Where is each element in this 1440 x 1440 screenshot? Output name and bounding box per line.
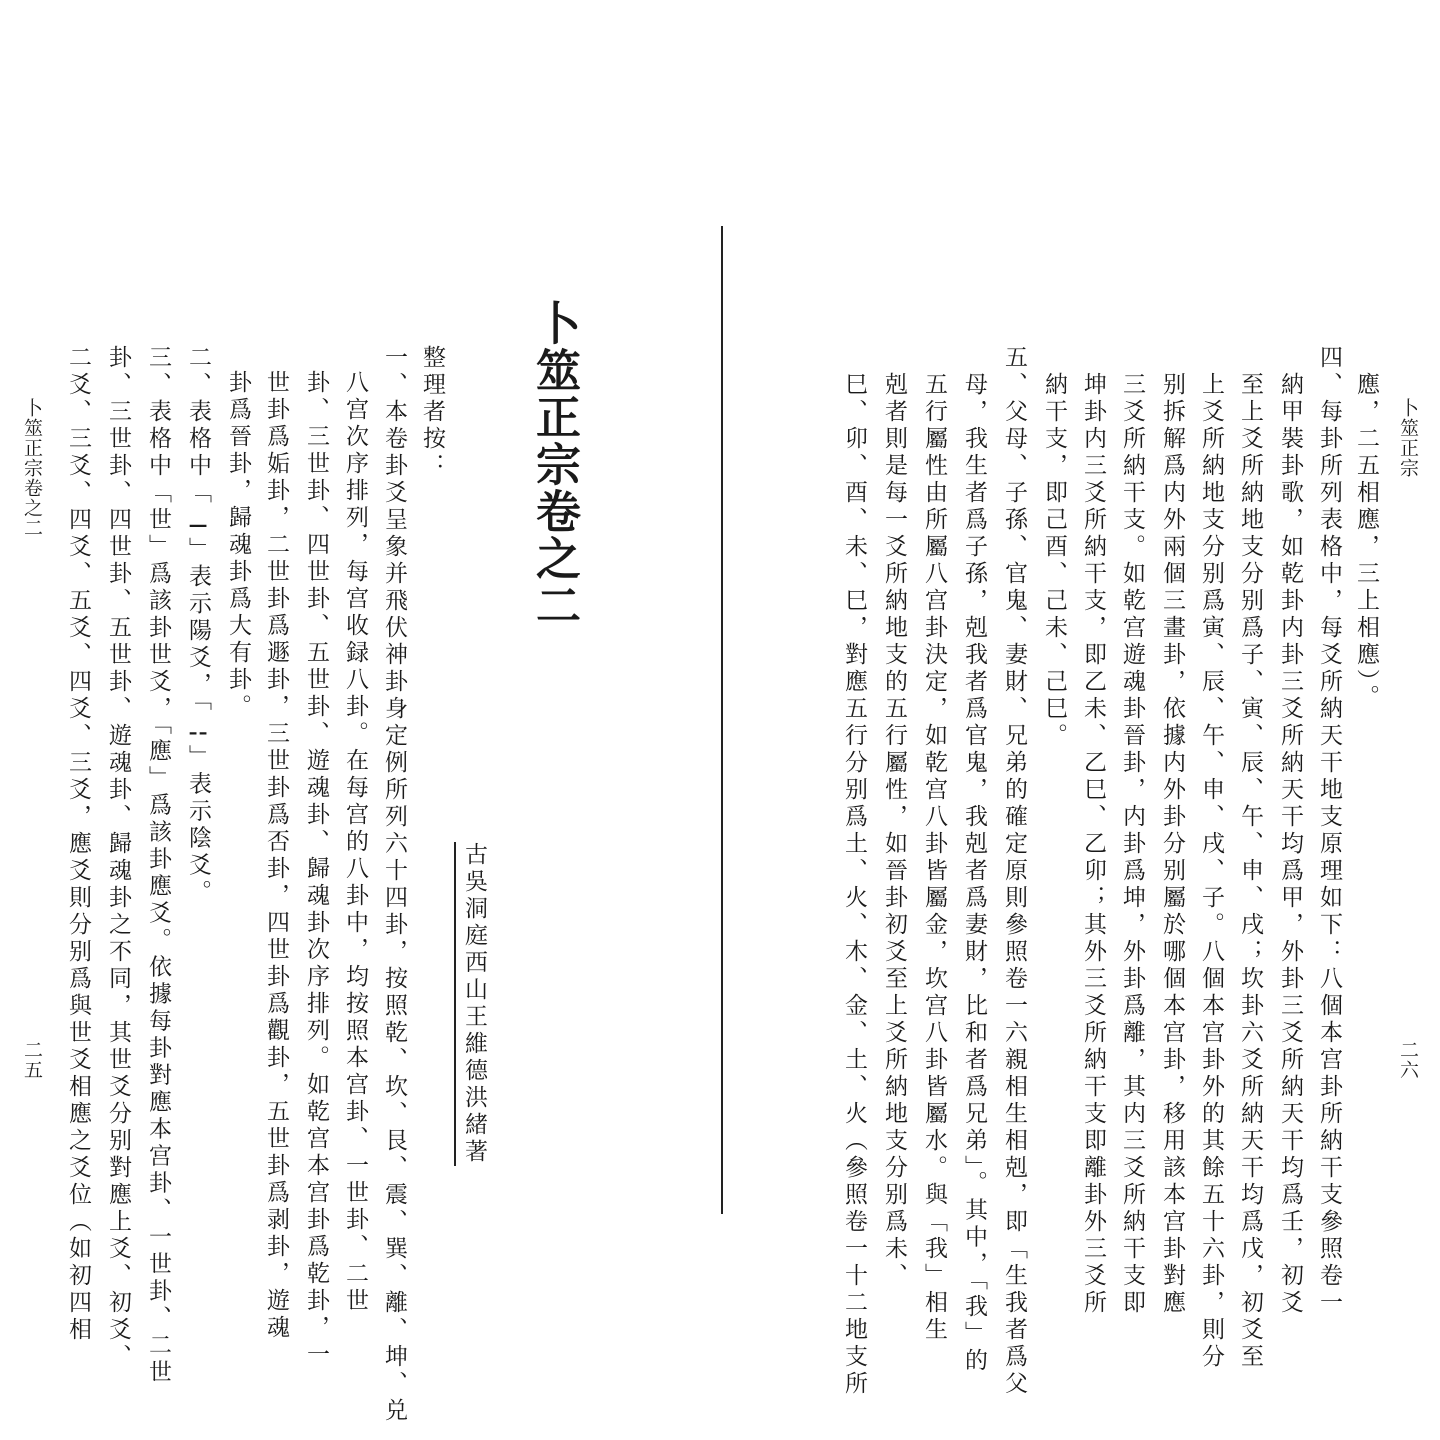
text-column: 卦、三世卦、四世卦、五世卦、遊魂卦、歸魂卦之不同，其世爻分别對應上爻、初爻、 <box>105 345 131 1371</box>
chapter-title: 卜筮正宗卷之二 <box>528 300 581 629</box>
text-column: 八宫次序排列，每宫收録八卦。在每宫的八卦中，均按照本宫卦、一世卦、二世 <box>342 370 368 1315</box>
text-column: 納甲裝卦歌，如乾卦内卦三爻所納天干均爲甲，外卦三爻所納天干均爲壬，初爻 <box>1277 372 1303 1317</box>
text-column: 别拆解爲内外兩個三畫卦，依據内外卦分别屬於哪個本宫卦，移用該本宫卦對應 <box>1159 372 1185 1317</box>
text-column: 卦、三世卦、四世卦、五世卦、遊魂卦、歸魂卦次序排列。如乾宫本宫卦爲乾卦，一 <box>303 370 329 1369</box>
text-column: 五行屬性由所屬八宫卦決定，如乾宫八卦皆屬金，坎宫八卦皆屬水。與「我」相生 <box>921 372 947 1344</box>
right-page <box>724 0 1440 1440</box>
text-column: 世卦爲姤卦，二世卦爲遯卦，三世卦爲否卦，四世卦爲觀卦，五世卦爲剥卦，遊魂 <box>263 370 289 1342</box>
running-header: 卜筮正宗卷之二 <box>21 398 43 538</box>
author-line: 古吳洞庭西山王維德洪緒著 <box>454 842 485 1166</box>
page-divider <box>721 226 723 1214</box>
text-column: 剋者則是每一爻所納地支的五行屬性，如晉卦初爻至上爻所納地支分别爲未、 <box>881 372 907 1290</box>
text-column: 三爻所納干支。如乾宫遊魂卦晉卦，内卦爲坤，外卦爲離，其内三爻所納干支即 <box>1119 372 1145 1317</box>
annotator-note-heading: 整理者按： <box>419 345 445 480</box>
text-column: 母，我生者爲子孫，剋我者爲官鬼，我剋者爲妻財，比和者爲兄弟」。其中，「我」的 <box>961 372 987 1375</box>
running-header: 卜筮正宗 <box>1397 398 1419 478</box>
text-column: 三、表格中「世」爲該卦世爻，「應」爲該卦應爻。依據每卦對應本宫卦、一世卦、二世 <box>145 345 171 1387</box>
text-column: 納干支，即己酉、己未、己巳。 <box>1041 372 1067 750</box>
text-column: 上爻所納地支分别爲寅、辰、午、申、戌、子。八個本宫卦外的其餘五十六卦，則分 <box>1198 372 1224 1371</box>
text-column: 二、表格中「⚊」表示陽爻，「⚋」表示陰爻。 <box>185 345 211 907</box>
text-column: 一、本卷卦爻呈象并飛伏神卦身定例所列六十四卦，按照乾、坎、艮、震、巽、離、坤、兑 <box>381 345 407 1425</box>
page-number: 二五 <box>21 1040 43 1080</box>
text-column: 至上爻所納地支分别爲子、寅、辰、午、申、戌；坎卦六爻所納天干均爲戊，初爻至 <box>1237 372 1263 1371</box>
text-column: 應，二五相應，三上相應）。 <box>1353 372 1379 712</box>
text-column: 四、每卦所列表格中，每爻所納天干地支原理如下：八個本宫卦所納干支參照卷一 <box>1316 345 1342 1317</box>
text-column: 五、父母、子孫、官鬼、妻財、兄弟的確定原則參照卷一六親相生相剋，即「生我者爲父 <box>1001 345 1027 1398</box>
page-number: 二六 <box>1397 1040 1419 1080</box>
text-column: 二爻、三爻、四爻、五爻、四爻、三爻，應爻則分别爲與世爻相應之爻位（如初四相 <box>65 345 91 1344</box>
text-column: 坤卦内三爻所納干支，即乙未、乙巳、乙卯；其外三爻所納干支即離卦外三爻所 <box>1080 372 1106 1317</box>
text-column: 卦爲晉卦，歸魂卦爲大有卦。 <box>225 370 251 721</box>
text-column: 巳、卯、酉、未、巳，對應五行分别爲土、火、木、金、土、火（參照卷一十二地支所 <box>841 372 867 1398</box>
